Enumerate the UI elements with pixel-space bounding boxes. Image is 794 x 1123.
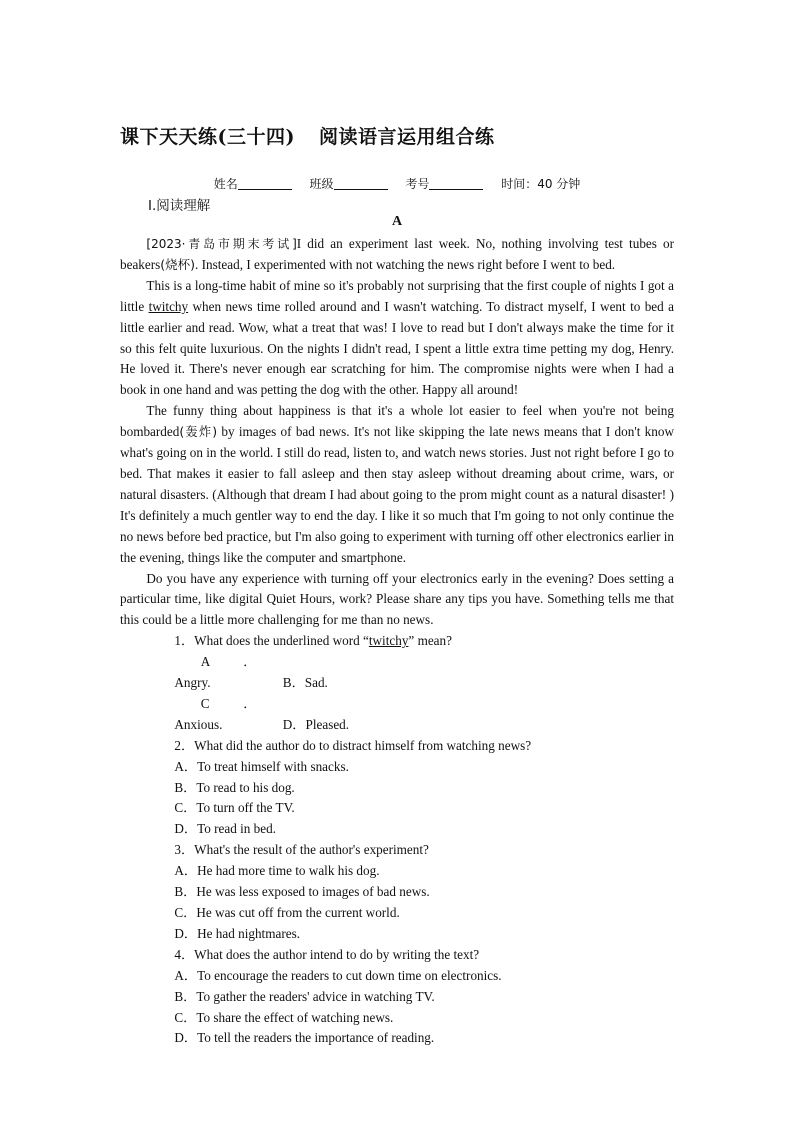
option-c[interactable]: C．To turn off the TV. [174, 800, 295, 816]
option-row [120, 652, 674, 694]
source-tag: [2023·青岛市期末考试] [146, 237, 297, 251]
time-label: 时间：40 分钟 [501, 177, 581, 191]
page-title [120, 122, 495, 149]
option-d[interactable]: D．To tell the readers the importance of reading. [174, 1030, 435, 1046]
title-main: 课下天天练(三十四) [120, 126, 295, 148]
option-a[interactable]: A．To treat himself with snacks. [174, 758, 349, 774]
paragraph-3: The funny thing about happiness is that it's a whole lot easier to feel when you're not being bombarded(轰炸) by images of bad news. It's not like skipping the late news means that I don't know what's going on in the world. I still do read, listen to, and watch news stories. Just not right before I go to bed. That makes it easier to fall asleep and then stay asleep without dreaming about crime, wars, or natural disasters. (Although that dream I had about going to the prom might count as a natural disaster! ) It's definitely a much gentler way to end the day. I like it so much that I'm going to not only continue the no news before bed practice, but I'm also going to experiment with turning off other electronics earlier in the evening, things like the computer and smartphone. [120, 403, 674, 565]
class-label: 班级 [309, 177, 334, 191]
section-heading: Ⅰ.阅读理解 [148, 198, 211, 214]
question-3 [120, 840, 674, 945]
option-d[interactable]: D．He had nightmares. [174, 925, 301, 941]
option-d[interactable]: D．Pleased. [282, 716, 350, 732]
passage-body [120, 234, 674, 1049]
underlined-word: twitchy [148, 298, 189, 314]
question-1 [120, 631, 674, 736]
question-4 [120, 945, 674, 1050]
question-stem: 4．What does the author intend to do by writing the text? [174, 946, 480, 962]
question-stem: 1．What does the underlined word “twitchy” mean? [174, 633, 452, 649]
passage-letter: A [391, 214, 403, 229]
option-c[interactable]: C．He was cut off from the current world. [174, 905, 400, 920]
option-b[interactable]: B．To read to his dog. [174, 779, 295, 795]
option-d[interactable]: D．To read in bed. [174, 821, 277, 837]
option-b[interactable]: B．Sad. [282, 675, 328, 691]
option-a[interactable]: A．To encourage the readers to cut down time on electronics. [174, 967, 502, 983]
paragraph-2: This is a long-time habit of mine so it's probably not surprising that the first couple of nights I got a little twitchy when news time rolled around and I wasn't watching. To distract myself, I went to bed a little earlier and read. Wow, what a treat that was! I love to read but I don't always make the time for it so this felt quite luxurious. On the nights I didn't read, I spent a little extra time petting my dog, Henry. He loved it. There's never enough ear scratching for him. The compromise nights were when I had a book in one hand and was petting the dog with the other. Happy all around! [120, 277, 674, 398]
question-stem: 2．What did the author do to distract himself from watching news? [174, 737, 532, 753]
name-blank[interactable] [238, 177, 292, 190]
number-blank[interactable] [429, 177, 483, 190]
paragraph-1: [2023·青岛市期末考试]I did an experiment last week. No, nothing involving test tubes or beakers(烧杯). Instead, I experimented with not watching the news right before I went to bed. [120, 236, 675, 272]
title-sub: 阅读语言运用组合练 [318, 126, 495, 148]
student-info-line [0, 175, 794, 192]
name-label: 姓名 [213, 177, 238, 191]
option-row [120, 694, 674, 736]
question-stem: 3．What's the result of the author's experiment? [174, 842, 429, 858]
paragraph-4: Do you have any experience with turning off your electronics early in the evening? Does setting a particular time, like digital Quiet Hours, work? Please share any tips you have. Something tells me that this could be a little more challenging for me than no news. [120, 570, 674, 628]
class-blank[interactable] [334, 177, 388, 190]
option-b[interactable]: B．To gather the readers' advice in watching TV. [174, 988, 435, 1004]
option-b[interactable]: B．He was less exposed to images of bad news. [174, 884, 430, 900]
option-c[interactable]: C．To share the effect of watching news. [174, 1009, 394, 1025]
option-a[interactable]: A．Angry. [174, 654, 257, 691]
option-a[interactable]: A．He had more time to walk his dog. [174, 863, 380, 879]
number-label: 考号 [405, 177, 430, 191]
option-c[interactable]: C．Anxious. [174, 695, 257, 732]
question-2 [120, 736, 674, 841]
